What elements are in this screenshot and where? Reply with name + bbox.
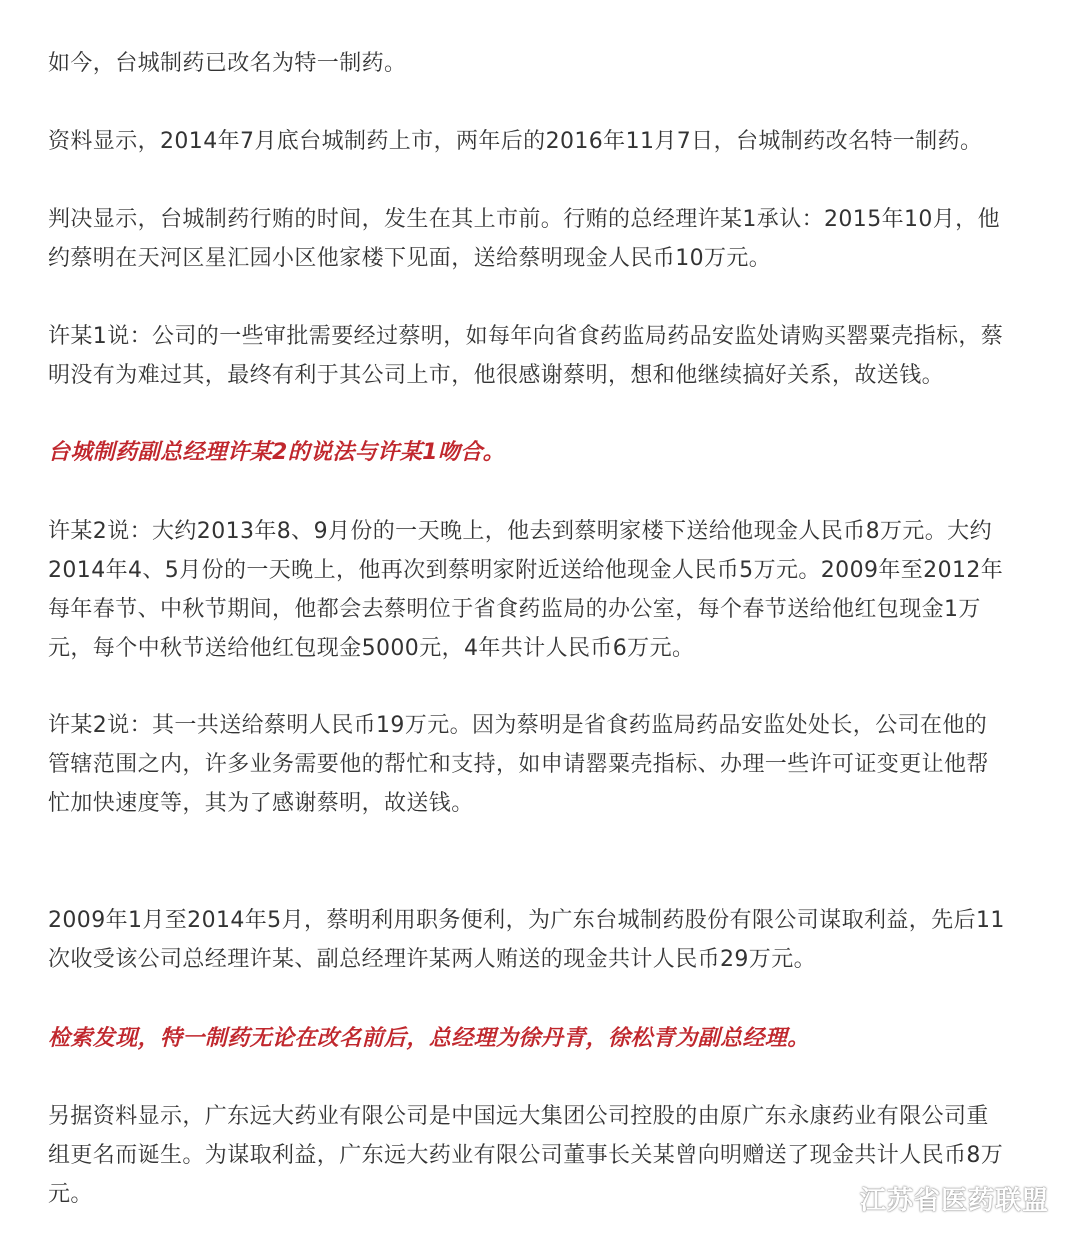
paragraph-xu1-statement: 许某1说：公司的一些审批需要经过蔡明，如每年向省食药监局药品安监处请购买罂粟壳指标，蔡 明没有为难过其，最终有利于其公司上市，他很感谢蔡明，想和他继续搞好关系，故送钱。 <box>48 324 1004 388</box>
highlight-search-finding: 检索发现，特一制药无论在改名前后，总经理为徐丹青，徐松青为副总经理。 <box>48 1026 810 1051</box>
paragraph-renamed: 如今，台城制药已改名为特一制药。 <box>48 51 407 76</box>
wechat-icon <box>818 1183 852 1213</box>
paragraph-xu2-statement-2: 许某2说：其一共送给蔡明人民币19万元。因为蔡明是省食药监局药品安监处处长，公司在他的 管辖范围之内，许多业务需要他的帮忙和支持，如申请罂粟壳指标、办理一些许可证变更让他帮 忙加快速度等，其为了感谢蔡明，故送钱。 <box>48 713 989 816</box>
paragraph-xu2-statement-1: 许某2说：大约2013年8、9月份的一天晚上，他去到蔡明家楼下送给他现金人民币8万元。大约 2014年4、5月份的一天晚上，他再次到蔡明家附近送给他现金人民币5万元。2009年至2012年 每年春节、中秋节期间，他都会去蔡明位于省食药监局的办公室，每个春节送给他红包现金1万 元，每个中秋节送给他红包现金5000元，4年共计人民币6万元。 <box>48 519 1004 661</box>
paragraph-judgment: 判决显示，台城制药行贿的时间，发生在其上市前。行贿的总经理许某1承认：2015年10月，他 约蔡明在天河区星汇园小区他家楼下见面，送给蔡明现金人民币10万元。 <box>48 207 1000 271</box>
paragraph-listing-info: 资料显示，2014年7月底台城制药上市，两年后的2016年11月7日，台城制药改名特一制药。 <box>48 129 983 154</box>
highlight-xu2-agrees: 台城制药副总经理许某2的说法与许某1吻合。 <box>48 440 506 465</box>
watermark-text: 江苏省医药联盟 <box>860 1185 1050 1216</box>
paragraph-yuanda: 另据资料显示，广东远大药业有限公司是中国远大集团公司控股的由原广东永康药业有限公司重 组更名而诞生。为谋取利益，广东远大药业有限公司董事长关某曾向明赠送了现金共计人民币8万 元。 <box>48 1104 1004 1207</box>
wechat-watermark <box>818 1178 1049 1218</box>
paragraph-summary: 2009年1月至2014年5月，蔡明利用职务便利，为广东台城制药股份有限公司谋取利益，先后11 次收受该公司总经理许某、副总经理许某两人贿送的现金共计人民币29万元。 <box>48 908 1005 972</box>
